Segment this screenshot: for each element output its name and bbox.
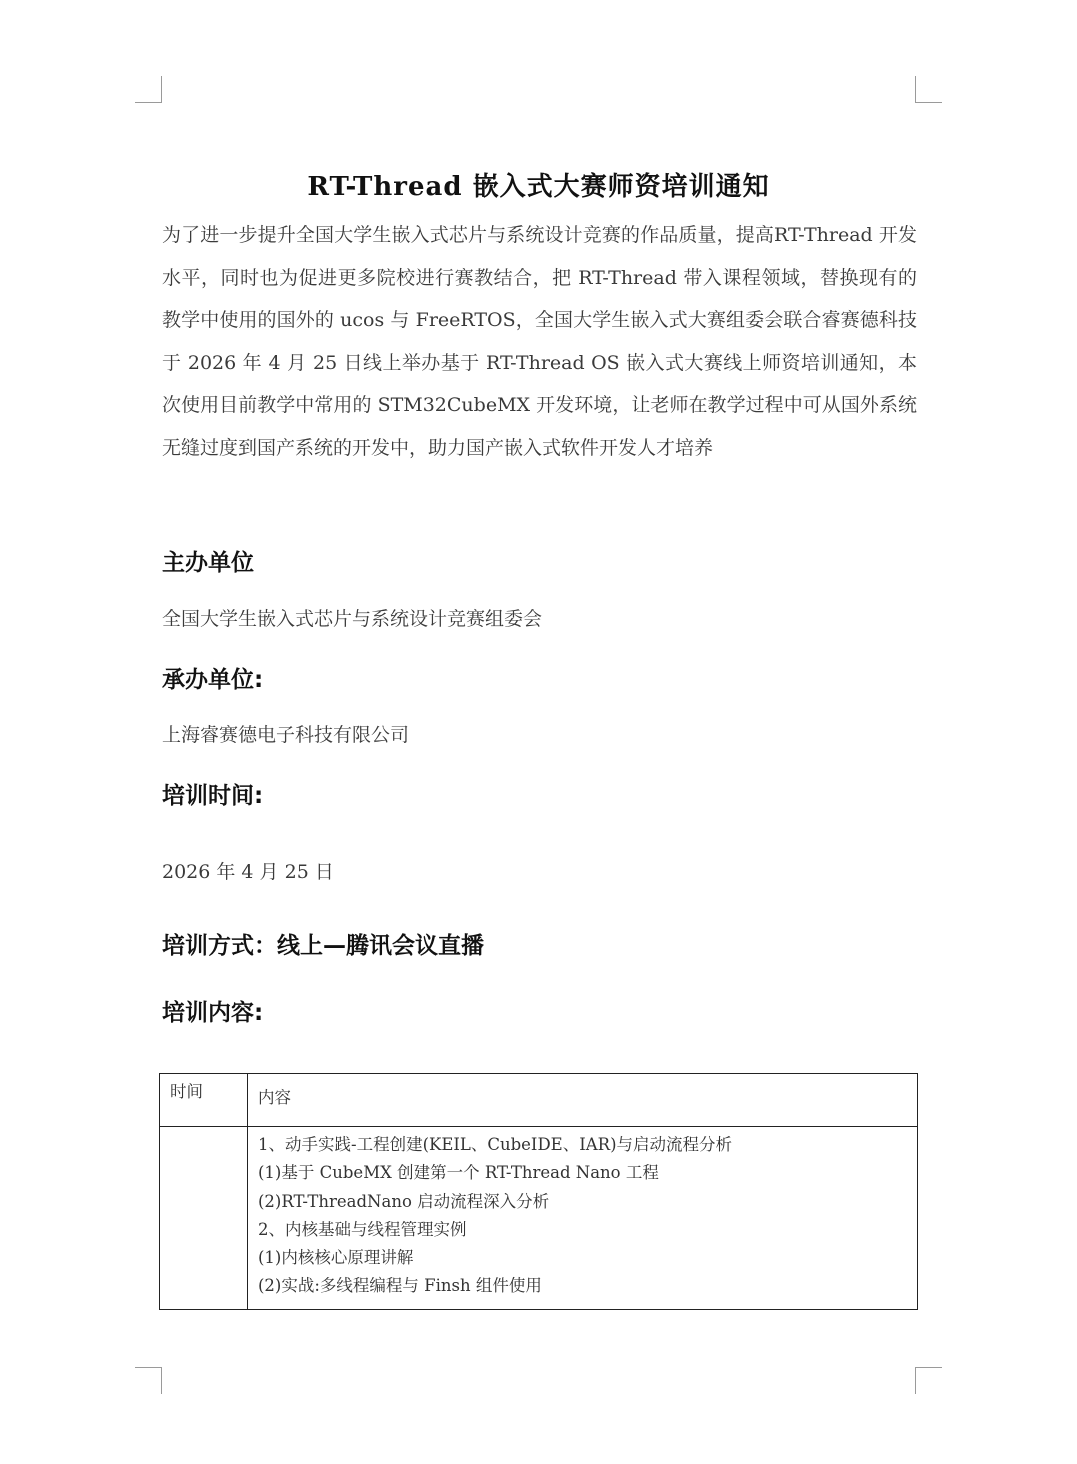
content-line: (2)实战:多线程编程与 Finsh 组件使用: [258, 1276, 542, 1296]
content-line: (2)RT-ThreadNano 启动流程深入分析: [258, 1191, 550, 1211]
table-header-time: 时间: [160, 1074, 248, 1127]
table-header-content: 内容: [248, 1074, 918, 1127]
crop-mark-bottom-left: [135, 1367, 162, 1394]
co-organizer-text: 上海睿赛德电子科技有限公司: [162, 724, 410, 746]
co-organizer-heading: 承办单位:: [162, 667, 264, 693]
training-schedule-table: [159, 1073, 918, 1310]
table-row: [160, 1127, 918, 1310]
training-time-text: 2026 年 4 月 25 日: [162, 861, 334, 883]
table-cell-time: [160, 1127, 248, 1310]
organizer-text: 全国大学生嵌入式芯片与系统设计竞赛组委会: [162, 608, 543, 630]
organizer-heading: 主办单位: [162, 550, 254, 576]
training-time-heading: 培训时间:: [162, 783, 264, 809]
content-line: (1)内核核心原理讲解: [258, 1248, 414, 1268]
training-method-heading: 培训方式：线上—腾讯会议直播: [162, 933, 484, 959]
content-line: (1)基于 CubeMX 创建第一个 RT-Thread Nano 工程: [258, 1163, 659, 1183]
content-line: 1、动手实践-工程创建(KEIL、CubeIDE、IAR)与启动流程分析: [258, 1135, 733, 1154]
table-cell-content: [248, 1127, 918, 1310]
intro-paragraph: 为了进一步提升全国大学生嵌入式芯片与系统设计竞赛的作品质量，提高RT-Thread 开发水平，同时也为促进更多院校进行赛教结合，把 RT-Thread 带入课程领域，替换现有的教学中使用的国外的 ucos 与 FreeRTOS，全国大学生嵌入式大赛组委会联合睿赛德科技于 2026 年 4 月 25 日线上举办基于 RT-Thread OS 嵌入式大赛线上师资培训通知，本次使用目前教学中常用的 STM32CubeMX 开发环境，让老师在教学过程中可从国外系统无缝过度到国产系统的开发中，助力国产嵌入式软件开发人才培养: [162, 224, 917, 459]
table-header-row: [160, 1074, 918, 1127]
crop-mark-bottom-right: [915, 1367, 942, 1394]
training-content-heading: 培训内容:: [162, 1000, 264, 1026]
crop-mark-top-left: [135, 76, 162, 103]
document-title: RT-Thread 嵌入式大赛师资培训通知: [307, 172, 770, 202]
crop-mark-top-right: [915, 76, 942, 103]
content-line: 2、内核基础与线程管理实例: [258, 1219, 467, 1239]
